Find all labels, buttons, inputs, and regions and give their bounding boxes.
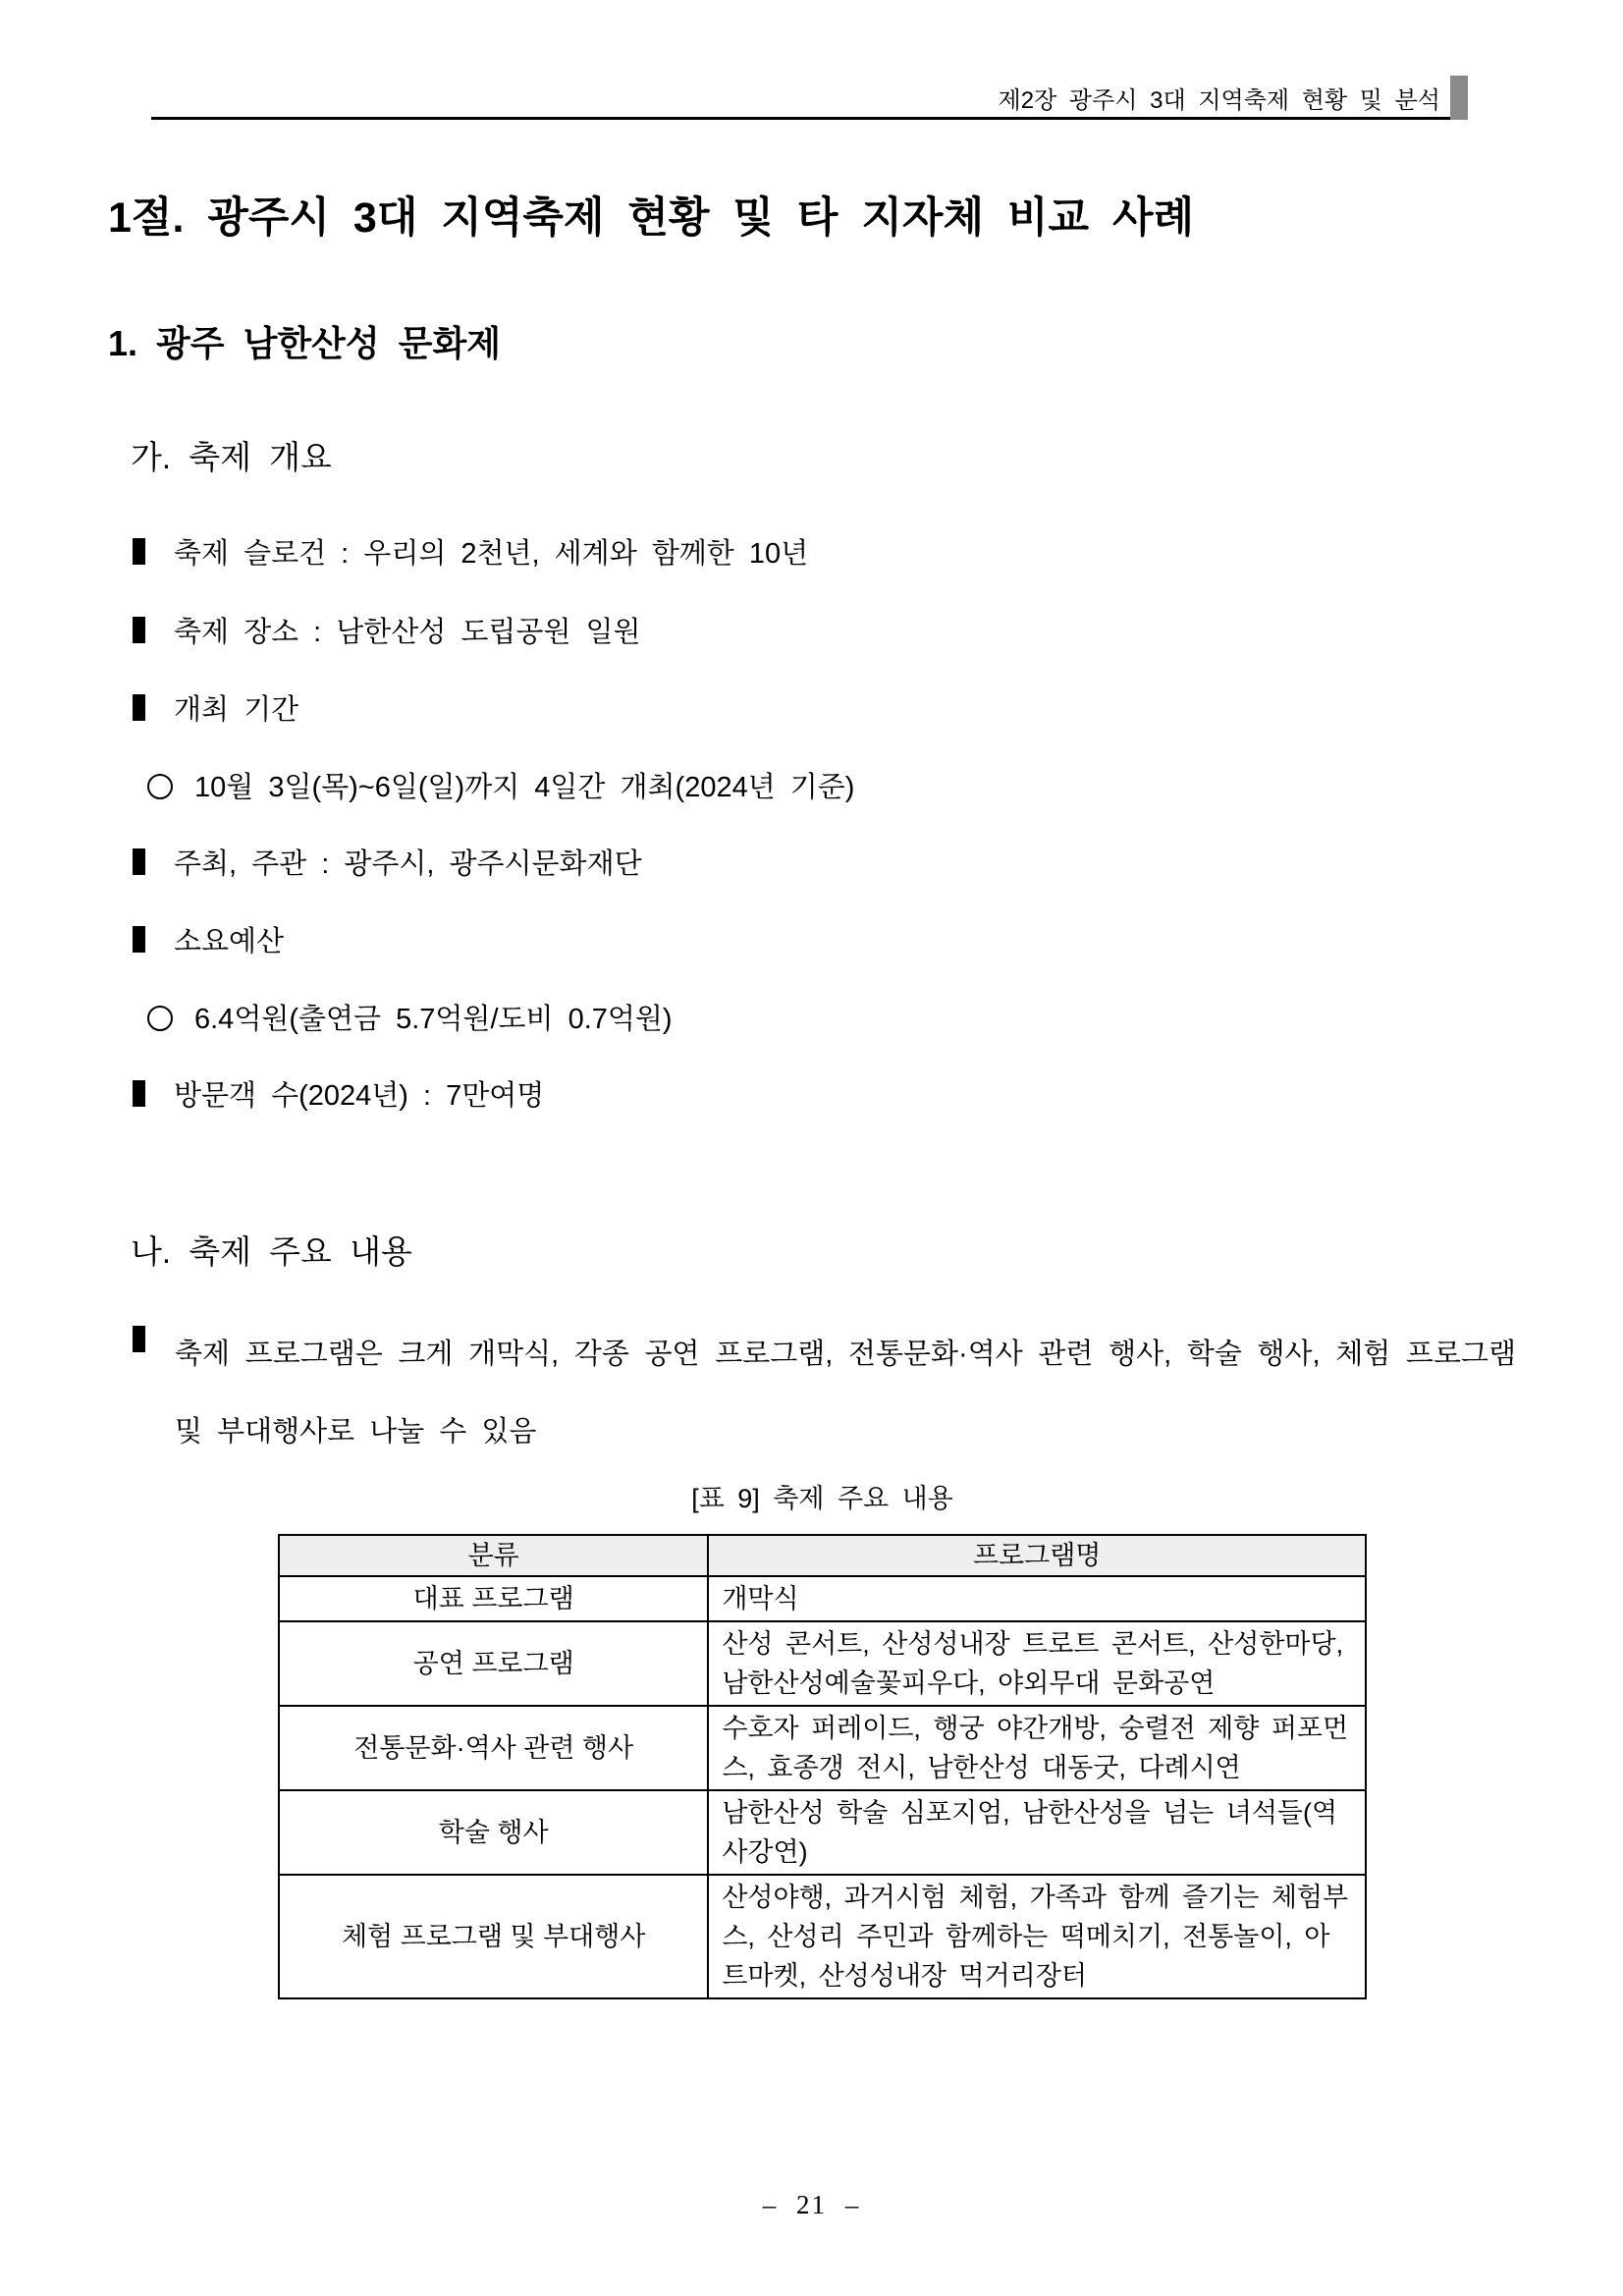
program-cell: 남한산성 학술 심포지엄, 남한산성을 넘는 녀석들(역사강연)	[708, 1790, 1366, 1875]
program-cell: 산성 콘서트, 산성성내장 트로트 콘서트, 산성한마당, 남한산성예술꽃피우다, 야외무대 문화공연	[708, 1621, 1366, 1706]
contents-paragraph: 축제 프로그램은 크게 개막식, 각종 공연 프로그램, 전통문화·역사 관련 행사, 학술 행사, 체험 프로그램 및 부대행사로 나눌 수 있음	[175, 1339, 1516, 1448]
square-bullet-icon	[133, 848, 145, 875]
category-cell: 공연 프로그램	[279, 1621, 708, 1706]
square-bullet-icon	[133, 694, 145, 721]
circle-bullet-icon	[147, 1006, 173, 1031]
bullet-item	[133, 1073, 544, 1114]
table-caption: [표 9] 축제 주요 내용	[691, 1484, 953, 1513]
square-bullet-icon	[133, 1080, 145, 1107]
page-number: – 21 –	[762, 2190, 861, 2219]
bullet-text: 축제 장소 : 남한산성 도립공원 일원	[174, 617, 641, 648]
table-row	[279, 1875, 1366, 1998]
bullet-item	[147, 765, 854, 805]
square-bullet-icon	[133, 538, 145, 565]
table-row	[279, 1576, 1366, 1621]
square-bullet-icon	[133, 1326, 145, 1352]
category-cell: 학술 행사	[279, 1790, 708, 1875]
square-bullet-icon	[133, 926, 145, 953]
bullet-text: 개최 기간	[174, 694, 299, 726]
bullet-text: 주최, 주관 : 광주시, 광주시문화재단	[174, 848, 642, 880]
bullet-item	[133, 531, 808, 572]
bullet-item	[133, 842, 642, 882]
bullet-item	[133, 919, 284, 959]
program-cell: 개막식	[708, 1576, 1366, 1621]
table-header-program: 프로그램명	[708, 1535, 1366, 1576]
category-cell: 전통문화·역사 관련 행사	[279, 1706, 708, 1790]
table-header-category: 분류	[279, 1535, 708, 1576]
program-table	[278, 1534, 1367, 1999]
table-row	[279, 1790, 1366, 1875]
square-bullet-icon	[133, 617, 145, 643]
bullet-item	[147, 997, 673, 1037]
chapter-accent-bar	[1450, 76, 1468, 120]
page-title: 1절. 광주시 3대 지역축제 현황 및 타 지자체 비교 사례	[108, 194, 1195, 242]
table-row	[279, 1706, 1366, 1790]
category-cell: 대표 프로그램	[279, 1576, 708, 1621]
table-row	[279, 1621, 1366, 1706]
bullet-item	[133, 687, 298, 728]
running-header-chapter: 제2장 광주시 3대 지역축제 현황 및 분석	[998, 87, 1440, 114]
program-cell: 산성야행, 과거시험 체험, 가족과 함께 즐기는 체험부스, 산성리 주민과 함께하는 떡메치기, 전통놀이, 아트마켓, 산성성내장 먹거리장터	[708, 1875, 1366, 1998]
bullet-item	[133, 610, 641, 650]
bullet-text: 방문객 수(2024년) : 7만여명	[174, 1080, 545, 1112]
circle-bullet-icon	[147, 774, 173, 799]
table-header-row	[279, 1535, 1366, 1576]
category-cell: 체험 프로그램 및 부대행사	[279, 1875, 708, 1998]
bullet-text: 축제 슬로건 : 우리의 2천년, 세계와 함께한 10년	[174, 538, 809, 570]
subsection-heading-contents: 나. 축제 주요 내용	[131, 1233, 412, 1270]
bullet-text: 10월 3일(목)~6일(일)까지 4일간 개최(2024년 기준)	[194, 772, 855, 803]
section-heading: 1. 광주 남한산성 문화제	[108, 323, 502, 363]
header-rule	[151, 117, 1450, 120]
subsection-heading-overview: 가. 축제 개요	[131, 439, 332, 475]
program-cell: 수호자 퍼레이드, 행궁 야간개방, 숭렬전 제향 퍼포먼스, 효종갱 전시, 남한산성 대동굿, 다례시연	[708, 1706, 1366, 1790]
bullet-text: 6.4억원(출연금 5.7억원/도비 0.7억원)	[194, 1004, 673, 1035]
bullet-text: 소요예산	[174, 926, 285, 957]
